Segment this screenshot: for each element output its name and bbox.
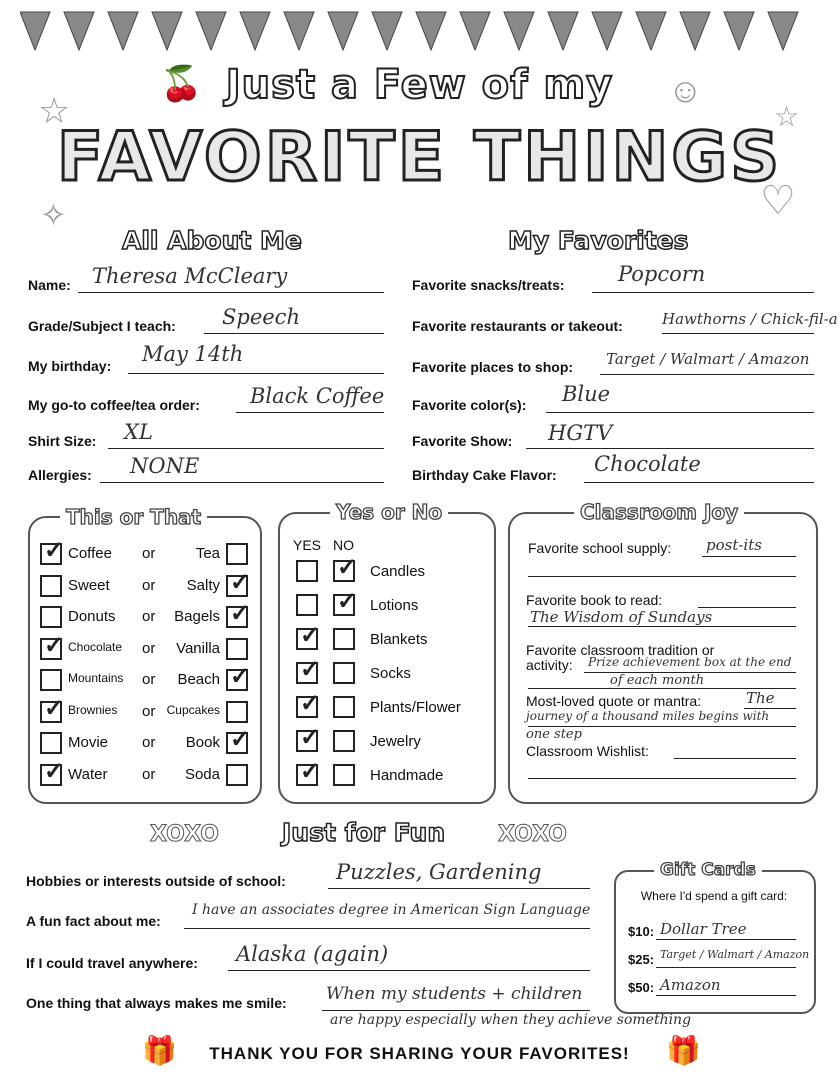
field-line xyxy=(662,333,814,334)
tradition-label: activity: xyxy=(526,657,573,673)
field-line xyxy=(78,292,384,293)
subtitle: Just a Few of my xyxy=(225,62,614,108)
heart-balloon-icon: ♡ xyxy=(760,179,796,223)
field-value-continued[interactable]: are happy especially when they achieve something xyxy=(330,1012,692,1028)
field-line xyxy=(528,778,796,779)
section-title-just-for-fun: Just for Fun xyxy=(282,818,446,847)
checkbox-no[interactable] xyxy=(333,662,355,684)
field-label: My birthday: xyxy=(28,358,112,374)
option-left: Movie xyxy=(68,734,109,751)
field-value[interactable]: Blue xyxy=(562,382,611,406)
checkmark-icon: ✓ xyxy=(44,694,65,722)
checkmark-icon: ✓ xyxy=(230,663,251,690)
option-left: Coffee xyxy=(68,545,112,562)
field-value[interactable]: I have an associates degree in American Sign Language xyxy=(192,902,591,918)
field-line xyxy=(528,576,796,577)
field-line xyxy=(228,970,590,971)
gift-icon: 🎁 xyxy=(142,1035,177,1066)
field-value[interactable]: Speech xyxy=(222,305,300,329)
tradition-value[interactable]: of each month xyxy=(610,673,705,688)
xoxo-decoration: XOXO xyxy=(498,822,567,847)
field-line xyxy=(236,412,384,413)
gift-card-value[interactable]: Target / Walmart / Amazon xyxy=(660,948,810,961)
option-right: Bagels xyxy=(174,608,220,625)
field-line xyxy=(526,448,814,449)
option-left: Water xyxy=(68,765,108,783)
gift-icon: 🎁 xyxy=(666,1035,701,1066)
field-label: One thing that always makes me smile: xyxy=(26,995,287,1011)
field-value[interactable]: XL xyxy=(124,420,153,444)
field-value[interactable]: Popcorn xyxy=(618,262,706,286)
field-label: Allergies: xyxy=(28,467,92,483)
checkbox-no[interactable] xyxy=(333,764,355,786)
field-line xyxy=(584,482,814,483)
field-label: Shirt Size: xyxy=(28,433,97,449)
gift-card-value[interactable]: Dollar Tree xyxy=(660,920,747,938)
supply-label: Favorite school supply: xyxy=(528,540,672,556)
field-label: Favorite snacks/treats: xyxy=(412,277,565,293)
checkmark-icon: ✓ xyxy=(44,757,65,785)
checkmark-icon: ✓ xyxy=(337,554,358,581)
yes-or-no-title: Yes or No xyxy=(330,500,448,524)
classroom-joy-title: Classroom Joy xyxy=(574,500,744,524)
field-value[interactable]: Puzzles, Gardening xyxy=(336,860,542,884)
wishlist-label: Classroom Wishlist: xyxy=(526,743,649,759)
option-right: Book xyxy=(185,734,220,751)
field-label: Favorite restaurants or takeout: xyxy=(412,318,623,334)
checkmark-icon: ✓ xyxy=(44,631,65,659)
checkbox-right[interactable] xyxy=(226,701,248,723)
checkbox-left[interactable] xyxy=(40,732,62,754)
checkbox-left[interactable] xyxy=(40,575,62,597)
or-label: or xyxy=(142,576,156,594)
field-label: A fun fact about me: xyxy=(26,913,161,929)
option-left: Brownies xyxy=(68,702,118,717)
gift-card-amount: $10: xyxy=(628,924,655,939)
option-right: Soda xyxy=(184,765,220,783)
section-title-favorites: My Favorites xyxy=(508,226,689,255)
yes-no-item-label: Socks xyxy=(370,665,411,682)
checkmark-icon: ✓ xyxy=(337,588,358,615)
no-header: NO xyxy=(333,537,354,553)
yes-no-item-label: Handmade xyxy=(370,767,444,784)
yes-no-item-label: Lotions xyxy=(370,597,419,614)
field-label: My go-to coffee/tea order: xyxy=(28,397,200,413)
checkbox-left[interactable] xyxy=(40,669,62,691)
this-or-that-title: This or That xyxy=(60,505,207,529)
field-value[interactable]: Black Coffee xyxy=(250,384,385,408)
field-value[interactable]: Target / Walmart / Amazon xyxy=(606,350,810,368)
field-label: Hobbies or interests outside of school: xyxy=(26,873,286,889)
checkmark-icon: ✓ xyxy=(230,600,251,627)
bunting-banner xyxy=(20,10,820,60)
field-line xyxy=(184,928,590,929)
or-label: or xyxy=(142,702,156,720)
quote-value[interactable]: journey of a thousand miles begins with xyxy=(526,709,770,723)
yes-header: YES xyxy=(293,537,322,553)
book-label: Favorite book to read: xyxy=(526,592,663,608)
option-right: Tea xyxy=(195,545,220,562)
field-line xyxy=(592,292,814,293)
field-line xyxy=(204,333,384,334)
supply-value[interactable]: post-its xyxy=(706,536,762,554)
or-label: or xyxy=(142,545,156,562)
field-line xyxy=(322,1010,590,1011)
checkbox-yes[interactable] xyxy=(296,594,318,616)
or-label: or xyxy=(142,671,156,688)
field-value[interactable]: HGTV xyxy=(548,421,613,445)
field-line xyxy=(108,448,384,449)
field-label: Name: xyxy=(28,277,71,293)
tradition-label: Favorite classroom tradition or xyxy=(526,642,715,658)
quote-value[interactable]: The xyxy=(746,689,775,707)
gift-card-value[interactable]: Amazon xyxy=(660,976,721,994)
checkmark-icon: ✓ xyxy=(300,690,321,717)
checkmark-icon: ✓ xyxy=(300,656,321,683)
or-label: or xyxy=(142,765,156,783)
yes-no-item-label: Plants/Flower xyxy=(370,699,461,716)
field-line xyxy=(698,607,796,608)
field-line xyxy=(656,967,796,968)
field-value[interactable]: When my students + children xyxy=(326,984,583,1004)
checkbox-left[interactable] xyxy=(40,606,62,628)
smiley-icon: ☺ xyxy=(668,72,703,110)
xoxo-decoration: XOXO xyxy=(150,822,219,847)
star-icon: ☆ xyxy=(774,101,800,132)
or-label: or xyxy=(142,734,156,751)
cherry-icon: 🍒 xyxy=(160,65,203,103)
field-line xyxy=(702,556,796,557)
field-value[interactable]: Chocolate xyxy=(594,452,701,476)
field-line xyxy=(656,939,796,940)
field-value[interactable]: May 14th xyxy=(142,342,244,366)
field-value[interactable]: NONE xyxy=(130,454,200,478)
book-value[interactable]: The Wisdom of Sundays xyxy=(530,608,713,626)
field-line xyxy=(100,482,384,483)
option-right: Cupcakes xyxy=(166,702,220,717)
or-label: or xyxy=(142,608,156,625)
option-left: Donuts xyxy=(68,608,116,625)
gift-card-amount: $25: xyxy=(628,952,655,967)
yes-no-item-label: Candles xyxy=(370,563,426,580)
field-line xyxy=(674,758,796,759)
field-label: Favorite color(s): xyxy=(412,397,527,413)
checkbox-no[interactable] xyxy=(333,628,355,650)
checkbox-right[interactable] xyxy=(226,543,248,565)
quote-label: Most-loved quote or mantra: xyxy=(526,693,702,709)
option-left: Mountains xyxy=(68,671,124,685)
field-label: Birthday Cake Flavor: xyxy=(412,467,557,483)
field-label: If I could travel anywhere: xyxy=(26,955,198,971)
checkmark-icon: ✓ xyxy=(44,537,65,564)
checkmark-icon: ✓ xyxy=(300,758,321,785)
tradition-value[interactable]: Prize achievement box at the end xyxy=(588,655,792,669)
option-right: Salty xyxy=(186,576,220,594)
field-line xyxy=(528,626,796,627)
yes-no-item-label: Blankets xyxy=(370,631,428,648)
field-value[interactable]: Hawthorns / Chick-fil-a xyxy=(662,310,838,328)
section-title-about-me: All About Me xyxy=(122,226,302,255)
checkmark-icon: ✓ xyxy=(300,724,321,751)
checkmark-icon: ✓ xyxy=(230,568,251,596)
field-line xyxy=(600,374,814,375)
field-line xyxy=(328,888,590,889)
field-line xyxy=(546,412,814,413)
footer-message: THANK YOU FOR SHARING YOUR FAVORITES! xyxy=(209,1044,630,1063)
quote-value[interactable]: one step xyxy=(526,727,582,742)
option-right: Beach xyxy=(177,671,220,688)
field-line xyxy=(656,995,796,996)
field-label: Favorite Show: xyxy=(412,433,513,449)
field-label: Grade/Subject I teach: xyxy=(28,318,176,334)
checkbox-yes[interactable] xyxy=(296,560,318,582)
page-title: FAVORITE THINGS xyxy=(56,118,783,197)
gift-cards-title: Gift Cards xyxy=(654,860,762,880)
yes-no-item-label: Jewelry xyxy=(370,733,421,750)
gift-cards-subtitle: Where I'd spend a gift card: xyxy=(640,889,788,903)
field-value[interactable]: Alaska (again) xyxy=(236,942,389,966)
option-right: Vanilla xyxy=(176,639,220,657)
gift-card-amount: $50: xyxy=(628,980,655,995)
field-line xyxy=(128,373,384,374)
sparkle-icon: ✧ xyxy=(40,197,67,233)
checkbox-no[interactable] xyxy=(333,696,355,718)
checkmark-icon: ✓ xyxy=(230,726,251,753)
checkbox-right[interactable] xyxy=(226,764,248,786)
or-label: or xyxy=(142,639,156,657)
option-left: Chocolate xyxy=(68,639,123,654)
star-icon: ☆ xyxy=(38,90,71,131)
field-value[interactable]: Theresa McCleary xyxy=(92,264,288,288)
field-label: Favorite places to shop: xyxy=(412,359,574,375)
checkbox-no[interactable] xyxy=(333,730,355,752)
checkbox-right[interactable] xyxy=(226,638,248,660)
option-left: Sweet xyxy=(68,576,110,594)
checkmark-icon: ✓ xyxy=(300,622,321,649)
